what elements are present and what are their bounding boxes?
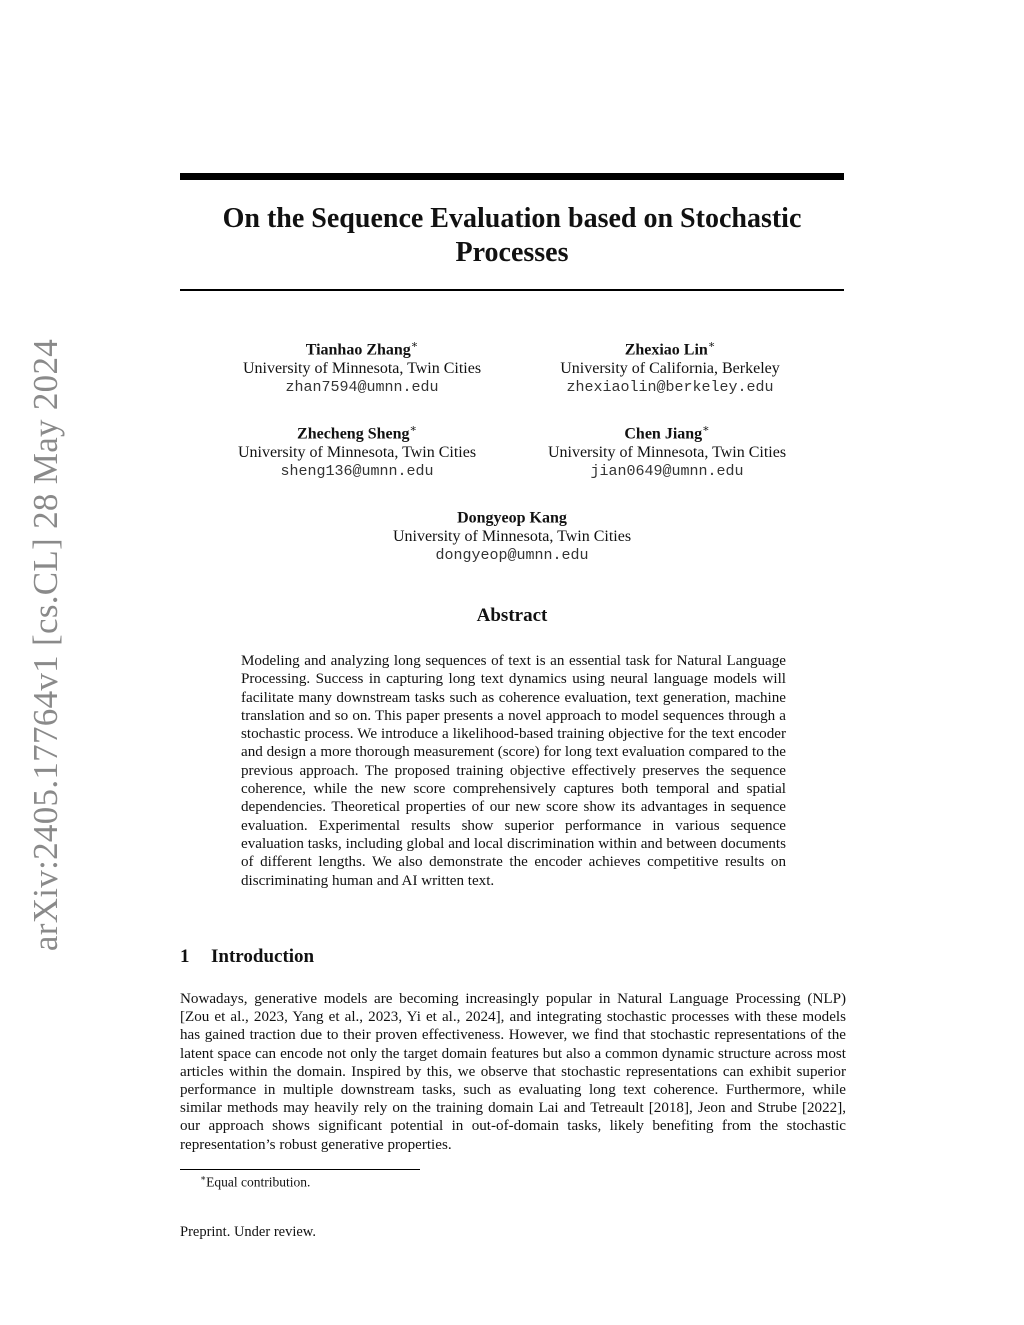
author-affiliation: University of Minnesota, Twin Cities [237, 444, 477, 462]
footnote [200, 1173, 310, 1191]
arxiv-identifier: arXiv:2405.17764v1 [cs.CL] 28 May 2024 [26, 338, 65, 952]
footnote-mark: ∗ [200, 1173, 207, 1183]
title-top-rule [180, 173, 844, 180]
author-equal-mark: ∗ [702, 423, 710, 435]
abstract-text: Modeling and analyzing long sequences of text is an essential task for Natural Language Processing. Success in capturing long text dynamics using neural language models will facilitate many downstream tasks such as coherence evaluation, text generation, machine translation and so on. This paper presents a novel approach to model sequences through a stochastic process. We introduce a likelihood-based training objective for the text encoder and design a more thorough measurement (score) for long text evaluation compared to the previous approach. The proposed training objective effectively preserves the sequence coherence, while the new score comprehensively captures both temporal and spatial dependencies. Theoretical properties of our new score show its advantages in sequence evaluation. Experimental results show superior performance in various sequence evaluation tasks, including global and local discrimination within and between documents of different lengths. We also demonstrate the encoder achieves competitive results on discriminating human and AI written text. [241, 653, 786, 889]
author-equal-mark: ∗ [410, 339, 419, 351]
author-affiliation: University of Minnesota, Twin Cities [392, 528, 632, 546]
title-bottom-rule [180, 289, 844, 291]
author-equal-mark: ∗ [409, 423, 417, 435]
abstract-heading: Abstract [476, 605, 548, 626]
author-email: sheng136@umnn.edu [280, 463, 434, 481]
author-affiliation: University of Minnesota, Twin Cities [547, 444, 787, 462]
author-equal-mark: ∗ [707, 339, 716, 351]
section-heading-introduction [180, 946, 314, 968]
author-name: Dongyeop Kang [457, 509, 567, 527]
author-affiliation: University of Minnesota, Twin Cities [242, 360, 482, 378]
author-block [362, 504, 662, 565]
author-email: jian0649@umnn.edu [590, 463, 744, 481]
footnote-rule [180, 1169, 420, 1170]
author-block [520, 336, 820, 397]
footnote-text: Equal contribution. [206, 1174, 311, 1190]
section-title: Introduction [211, 946, 315, 967]
author-email: zhexiaolin@berkeley.edu [566, 379, 774, 397]
author-email: dongyeop@umnn.edu [435, 547, 589, 565]
author-email: zhan7594@umnn.edu [285, 379, 439, 397]
author-name: Zhecheng Sheng [297, 425, 410, 443]
preprint-note: Preprint. Under review. [180, 1224, 316, 1240]
paper-title: On the Sequence Evaluation based on Stochastic Processes [222, 203, 802, 268]
author-name: Tianhao Zhang [305, 341, 411, 359]
author-name: Zhexiao Lin [624, 341, 708, 359]
author-block [212, 336, 512, 397]
author-block [207, 420, 507, 481]
author-affiliation: University of California, Berkeley [560, 360, 780, 378]
section-number: 1 [180, 946, 190, 967]
author-name: Chen Jiang [624, 425, 703, 443]
introduction-paragraph: Nowadays, generative models are becoming increasingly popular in Natural Language Processing (NLP) [Zou et al., 2023, Yang et al., 2023, Yi et al., 2024], and integrating stochastic processes with these models has gained traction due to their proven effectiveness. However, we find that stochastic representations of the latent space can encode not only the target domain features but also a common dynamic structure across most articles within the domain. Inspired by this, we observe that stochastic representations can exhibit superior performance in multiple downstream tasks, such as evaluating long text coherence. Furthermore, while similar methods may heavily rely on the training domain Lai and Tetreault [2018], Jeon and Strube [2022], our approach shows significant potential in out-of-domain tasks, likely benefiting from the stochastic representation’s robust generative properties. [180, 991, 846, 1153]
author-block [517, 420, 817, 481]
